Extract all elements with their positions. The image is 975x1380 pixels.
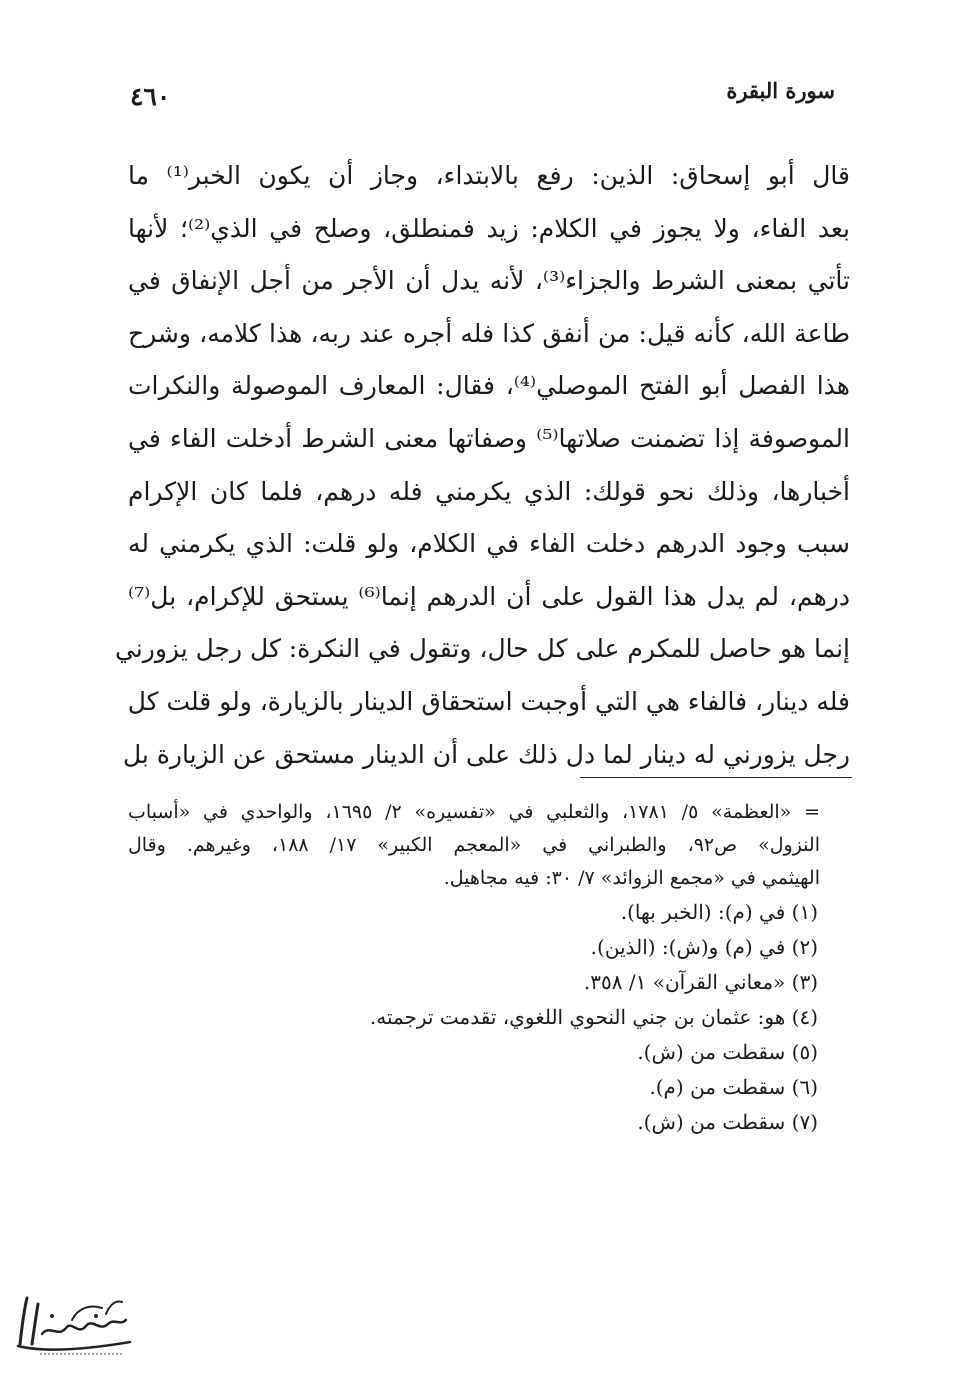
- text-line: بعد الفاء، ولا يجوز في الكلام: زيد فمنطلق، وصلح في الذي⁽²⁾؛ لأنها: [128, 213, 850, 243]
- text-line: أخبارها، وذلك نحو قولك: الذي يكرمني فله درهم، فلما كان الإكرام: [128, 476, 850, 506]
- footnote: (٦) سقطت من (م).: [649, 1075, 818, 1099]
- footnote-continuation-line: الهيثمي في «مجمع الزوائد» ٧/ ٣٠: فيه مجاهيل.: [443, 867, 820, 889]
- text-line: الموصوفة إذا تضمنت صلاتها⁽⁵⁾ وصفاتها معنى الشرط أدخلت الفاء في: [128, 423, 850, 453]
- calligraphy-logo: [12, 1286, 137, 1358]
- main-text: [114, 150, 850, 781]
- footnote: (٢) في (م) و(ش): (الذين).: [590, 935, 818, 959]
- text-line: فله دينار، فالفاء هي التي أوجبت استحقاق الدينار بالزيارة، ولو قلت كل: [127, 686, 850, 716]
- text-line: رجل يزورني له دينار لما دل ذلك على أن الدينار مستحق عن الزيارة بل: [123, 739, 850, 769]
- page-number: ٤٦٠: [130, 82, 171, 111]
- footnote-continuation: [128, 796, 850, 895]
- footnote: (٤) هو: عثمان بن جني النحوي اللغوي، تقدمت ترجمته.: [369, 1005, 818, 1029]
- text-line: طاعة الله، كأنه قيل: من أنفق كذا فله أجره عند ربه، هذا كلامه، وشرح: [128, 318, 850, 348]
- text-line: هذا الفصل أبو الفتح الموصلي⁽⁴⁾، فقال: المعارف الموصولة والنكرات: [128, 371, 850, 401]
- text-line: درهم، لم يدل هذا القول على أن الدرهم إنما⁽⁶⁾ يستحق للإكرام، بل⁽⁷⁾: [128, 581, 850, 611]
- footnote: (٣) «معاني القرآن» ١/ ٣٥٨.: [583, 970, 818, 994]
- footnotes-section: [128, 796, 850, 1140]
- text-line: إنما هو حاصل للمكرم على كل حال، وتقول في النكرة: كل رجل يزورني: [114, 634, 850, 664]
- page-header: [130, 78, 835, 122]
- footnote-continuation-line: النزول» ص٩٢، والطبراني في «المعجم الكبير» ١٧/ ١٨٨، وغيرهم. وقال: [128, 834, 820, 856]
- footnote: (١) في (م): (الخبر بها).: [620, 900, 818, 924]
- footnote: (٧) سقطت من (ش).: [637, 1110, 818, 1134]
- footnote-continuation-line: = «العظمة» ٥/ ١٧٨١، والثعلبي في «تفسيره» ٢/ ١٦٩٥، والواحدي في «أسباب: [128, 801, 820, 823]
- text-line: قال أبو إسحاق: الذين: رفع بالابتداء، وجاز أن يكون الخبر⁽¹⁾ ما: [128, 161, 850, 190]
- text-line: سبب وجود الدرهم دخلت الفاء في الكلام، ولو قلت: الذي يكرمني له: [128, 529, 850, 559]
- footnote: (٥) سقطت من (ش).: [637, 1040, 818, 1064]
- footnote-separator: [580, 777, 852, 778]
- text-line: تأتي بمعنى الشرط والجزاء⁽³⁾، لأنه يدل أن الأجر من أجل الإنفاق في: [128, 266, 850, 296]
- surah-title: سورة البقرة: [726, 78, 835, 103]
